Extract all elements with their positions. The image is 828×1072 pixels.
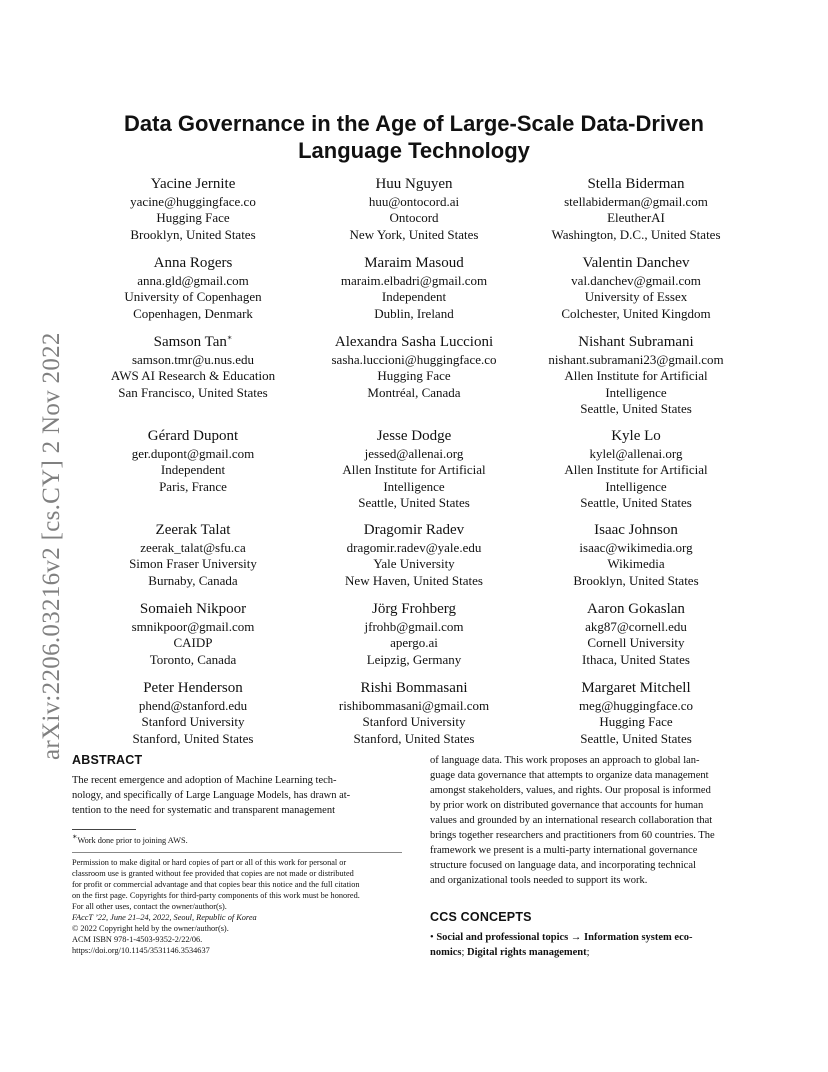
author-block bbox=[78, 679, 308, 747]
author-affiliation: apergo.ai bbox=[390, 635, 438, 651]
abstract-line: and organizational tools needed to support its work. bbox=[430, 875, 648, 886]
ccs-line-1 bbox=[430, 930, 760, 945]
author-block bbox=[78, 333, 308, 401]
author-affiliation: University of Essex bbox=[584, 289, 688, 305]
author-email: rishibommasani@gmail.com bbox=[338, 698, 490, 713]
author-affiliation: Hugging Face bbox=[156, 210, 230, 226]
ccs-heading: CCS CONCEPTS bbox=[430, 910, 532, 924]
author-location: Seattle, United States bbox=[580, 494, 692, 510]
author-email: phend@stanford.edu bbox=[138, 698, 248, 713]
author-location: Colchester, United Kingdom bbox=[561, 305, 711, 321]
author-email: sasha.luccioni@huggingface.co bbox=[331, 352, 497, 367]
abstract-line: guage data governance that attempts to organize data management bbox=[430, 770, 709, 781]
ccs-concept: Information system eco- bbox=[584, 932, 693, 943]
author-affiliation: University of Copenhagen bbox=[124, 289, 262, 305]
separator: ; bbox=[461, 947, 465, 958]
title-line-2: Language Technology bbox=[298, 138, 530, 163]
author-name: Dragomir Radev bbox=[363, 522, 465, 538]
abstract-line: values and grounded by an international research collaboration that bbox=[430, 815, 713, 826]
footnote-rule bbox=[72, 829, 136, 830]
author-email: samson.tmr@u.nus.edu bbox=[131, 352, 255, 367]
author-location: Copenhagen, Denmark bbox=[133, 305, 253, 321]
author-affiliation-line-1: Allen Institute for Artificial bbox=[564, 368, 708, 384]
author-location: Seattle, United States bbox=[580, 400, 692, 416]
arxiv-stamp bbox=[18, 290, 65, 760]
abstract-heading: ABSTRACT bbox=[72, 753, 143, 767]
abstract-line: The recent emergence and adoption of Machine Learning tech- bbox=[72, 775, 337, 786]
author-name: Somaieh Nikpoor bbox=[139, 601, 247, 617]
author-name: Jesse Dodge bbox=[376, 428, 452, 444]
author-location: New Haven, United States bbox=[345, 572, 483, 588]
author-location: Leipzig, Germany bbox=[366, 651, 462, 667]
author-affiliation: Wikimedia bbox=[607, 556, 665, 572]
permission-line: for profit or commercial advantage and that copies bear this notice and the full citation bbox=[72, 880, 360, 889]
author-block bbox=[521, 600, 751, 668]
author-location: Seattle, United States bbox=[580, 730, 692, 746]
author-affiliation: Cornell University bbox=[587, 635, 685, 651]
author-email: huu@ontocord.ai bbox=[368, 194, 460, 209]
author-location: Ithaca, United States bbox=[582, 651, 690, 667]
author-block bbox=[521, 333, 751, 417]
author-block bbox=[521, 175, 751, 243]
author-name: Rishi Bommasani bbox=[360, 680, 468, 696]
abstract-line: structure focused on language data, and incorporating technical bbox=[430, 860, 696, 871]
author-name: Kyle Lo bbox=[611, 428, 661, 444]
ccs-line-2 bbox=[430, 945, 760, 960]
author-block bbox=[521, 679, 751, 747]
author-email: meg@huggingface.co bbox=[578, 698, 694, 713]
author-block bbox=[299, 333, 529, 401]
author-location: Stanford, United States bbox=[132, 730, 254, 746]
author-block bbox=[299, 175, 529, 243]
author-affiliation: EleutherAI bbox=[607, 210, 665, 226]
author-name: Maraim Masoud bbox=[364, 255, 464, 271]
footnote bbox=[72, 832, 402, 846]
permission-rule bbox=[72, 852, 402, 853]
author-name: Jörg Frohberg bbox=[371, 601, 457, 617]
author-block bbox=[78, 600, 308, 668]
footnote-text: Work done prior to joining AWS. bbox=[77, 836, 188, 845]
permission-line: on the first page. Copyrights for third-party components of this work must be honored. bbox=[72, 891, 360, 900]
author-location: Dublin, Ireland bbox=[374, 305, 454, 321]
author-affiliation-line-2: Intelligence bbox=[605, 384, 667, 400]
author-email: anna.gld@gmail.com bbox=[137, 273, 249, 288]
author-email: jfrohb@gmail.com bbox=[364, 619, 464, 634]
ccs-section bbox=[430, 910, 760, 960]
paper-title bbox=[100, 110, 728, 164]
author-affiliation: AWS AI Research & Education bbox=[110, 368, 276, 384]
author-block bbox=[78, 254, 308, 322]
footnote-mark: ∗ bbox=[72, 832, 78, 842]
author-location: Seattle, United States bbox=[358, 494, 470, 510]
author-location: Washington, D.C., United States bbox=[551, 226, 721, 242]
abstract-line: nology, and specifically of Large Language Models, has drawn at- bbox=[72, 790, 351, 801]
author-email: smnikpoor@gmail.com bbox=[131, 619, 255, 634]
doi-link[interactable]: https://doi.org/10.1145/3531146.3534637 bbox=[72, 946, 210, 955]
author-email: jessed@allenai.org bbox=[364, 446, 464, 461]
author-email: yacine@huggingface.co bbox=[130, 194, 256, 209]
author-affiliation-line-1: Allen Institute for Artificial bbox=[342, 462, 486, 478]
author-name-line bbox=[78, 333, 308, 352]
author-affiliation: Ontocord bbox=[389, 210, 439, 226]
author-affiliation: Stanford University bbox=[362, 714, 466, 730]
abstract-body-left bbox=[72, 773, 400, 818]
author-name: Valentin Danchev bbox=[582, 255, 690, 271]
abstract-line: framework we present is a multi-party international governance bbox=[430, 845, 698, 856]
author-email: akg87@cornell.edu bbox=[585, 619, 687, 634]
permission-block bbox=[72, 857, 402, 956]
author-name: Yacine Jernite bbox=[150, 176, 236, 192]
ccs-concept: Social and professional topics bbox=[436, 932, 569, 943]
author-name: Gérard Dupont bbox=[147, 428, 239, 444]
permission-line: For all other uses, contact the owner/author(s). bbox=[72, 902, 227, 911]
arrow-icon: → bbox=[570, 932, 582, 943]
author-name: Isaac Johnson bbox=[594, 522, 678, 538]
copyright-line: © 2022 Copyright held by the owner/author(s). bbox=[72, 924, 229, 933]
author-email: ger.dupont@gmail.com bbox=[131, 446, 255, 461]
author-email: maraim.elbadri@gmail.com bbox=[340, 273, 488, 288]
arxiv-id: arXiv:2206.03216v2 [cs.CY] 2 Nov 2022 bbox=[38, 332, 65, 760]
author-block bbox=[521, 427, 751, 511]
author-location: Brooklyn, United States bbox=[573, 572, 699, 588]
separator: ; bbox=[586, 947, 590, 958]
author-affiliation: Hugging Face bbox=[599, 714, 673, 730]
author-name: Zeerak Talat bbox=[155, 522, 231, 538]
author-affiliation: CAIDP bbox=[173, 635, 213, 651]
author-affiliation: Stanford University bbox=[141, 714, 245, 730]
footnote-mark: ∗ bbox=[226, 333, 233, 342]
author-affiliation-line-1: Allen Institute for Artificial bbox=[564, 462, 708, 478]
author-name: Peter Henderson bbox=[143, 680, 243, 696]
author-name: Huu Nguyen bbox=[375, 176, 453, 192]
author-name: Alexandra Sasha Luccioni bbox=[334, 334, 494, 350]
abstract-line: by prior work on distributed governance that accounts for human bbox=[430, 800, 704, 811]
abstract-line: of language data. This work proposes an approach to global lan- bbox=[430, 755, 700, 766]
author-affiliation: Hugging Face bbox=[377, 368, 451, 384]
author-block bbox=[78, 175, 308, 243]
permission-line: classroom use is granted without fee provided that copies are not made or distributed bbox=[72, 869, 354, 878]
author-name: Anna Rogers bbox=[153, 255, 233, 271]
author-affiliation: Independent bbox=[381, 289, 447, 305]
permission-line: Permission to make digital or hard copies of part or all of this work for personal or bbox=[72, 858, 347, 867]
author-block bbox=[78, 427, 308, 495]
author-email: kylel@allenai.org bbox=[589, 446, 683, 461]
author-location: Burnaby, Canada bbox=[148, 572, 238, 588]
author-block bbox=[299, 521, 529, 589]
abstract-right-column bbox=[430, 753, 758, 888]
author-block bbox=[78, 521, 308, 589]
author-name: Stella Biderman bbox=[587, 176, 685, 192]
author-block bbox=[299, 427, 529, 511]
author-block bbox=[521, 521, 751, 589]
author-location: New York, United States bbox=[349, 226, 479, 242]
author-location: Montréal, Canada bbox=[367, 384, 461, 400]
abstract-line: brings together researchers and practitioners from 60 countries. The bbox=[430, 830, 715, 841]
author-block bbox=[299, 254, 529, 322]
author-affiliation-line-2: Intelligence bbox=[383, 478, 445, 494]
author-block bbox=[299, 600, 529, 668]
title-line-1: Data Governance in the Age of Large-Scale Data-Driven bbox=[124, 111, 704, 136]
ccs-concept: nomics bbox=[430, 947, 462, 958]
author-location: Paris, France bbox=[159, 478, 227, 494]
author-affiliation: Yale University bbox=[373, 556, 455, 572]
author-block bbox=[299, 679, 529, 747]
author-email: zeerak_talat@sfu.ca bbox=[140, 540, 246, 555]
author-affiliation-line-2: Intelligence bbox=[605, 478, 667, 494]
venue-line: FAccT ’22, June 21–24, 2022, Seoul, Republic of Korea bbox=[72, 913, 257, 922]
author-location: Stanford, United States bbox=[353, 730, 475, 746]
abstract-left-column bbox=[72, 753, 400, 818]
author-location: San Francisco, United States bbox=[118, 384, 268, 400]
abstract-line: tention to the need for systematic and transparent management bbox=[72, 805, 335, 816]
author-block bbox=[521, 254, 751, 322]
author-name: Nishant Subramani bbox=[578, 334, 694, 350]
author-affiliation: Independent bbox=[160, 462, 226, 478]
author-name: Aaron Gokaslan bbox=[587, 601, 685, 617]
isbn-line: ACM ISBN 978-1-4503-9352-2/22/06. bbox=[72, 935, 203, 944]
author-email: val.danchev@gmail.com bbox=[571, 273, 701, 288]
author-email: nishant.subramani23@gmail.com bbox=[548, 352, 724, 367]
bullet: • bbox=[430, 932, 434, 943]
author-affiliation: Simon Fraser University bbox=[129, 556, 257, 572]
abstract-line: amongst stakeholders, values, and rights. Our proposal is informed bbox=[430, 785, 711, 796]
author-email: isaac@wikimedia.org bbox=[579, 540, 693, 555]
author-location: Brooklyn, United States bbox=[130, 226, 256, 242]
author-location: Toronto, Canada bbox=[149, 651, 237, 667]
author-email: stellabiderman@gmail.com bbox=[564, 194, 708, 209]
author-name: Samson Tan bbox=[153, 334, 227, 350]
author-name: Margaret Mitchell bbox=[581, 680, 691, 696]
ccs-concept: Digital rights management bbox=[467, 947, 587, 958]
author-email: dragomir.radev@yale.edu bbox=[346, 540, 482, 555]
